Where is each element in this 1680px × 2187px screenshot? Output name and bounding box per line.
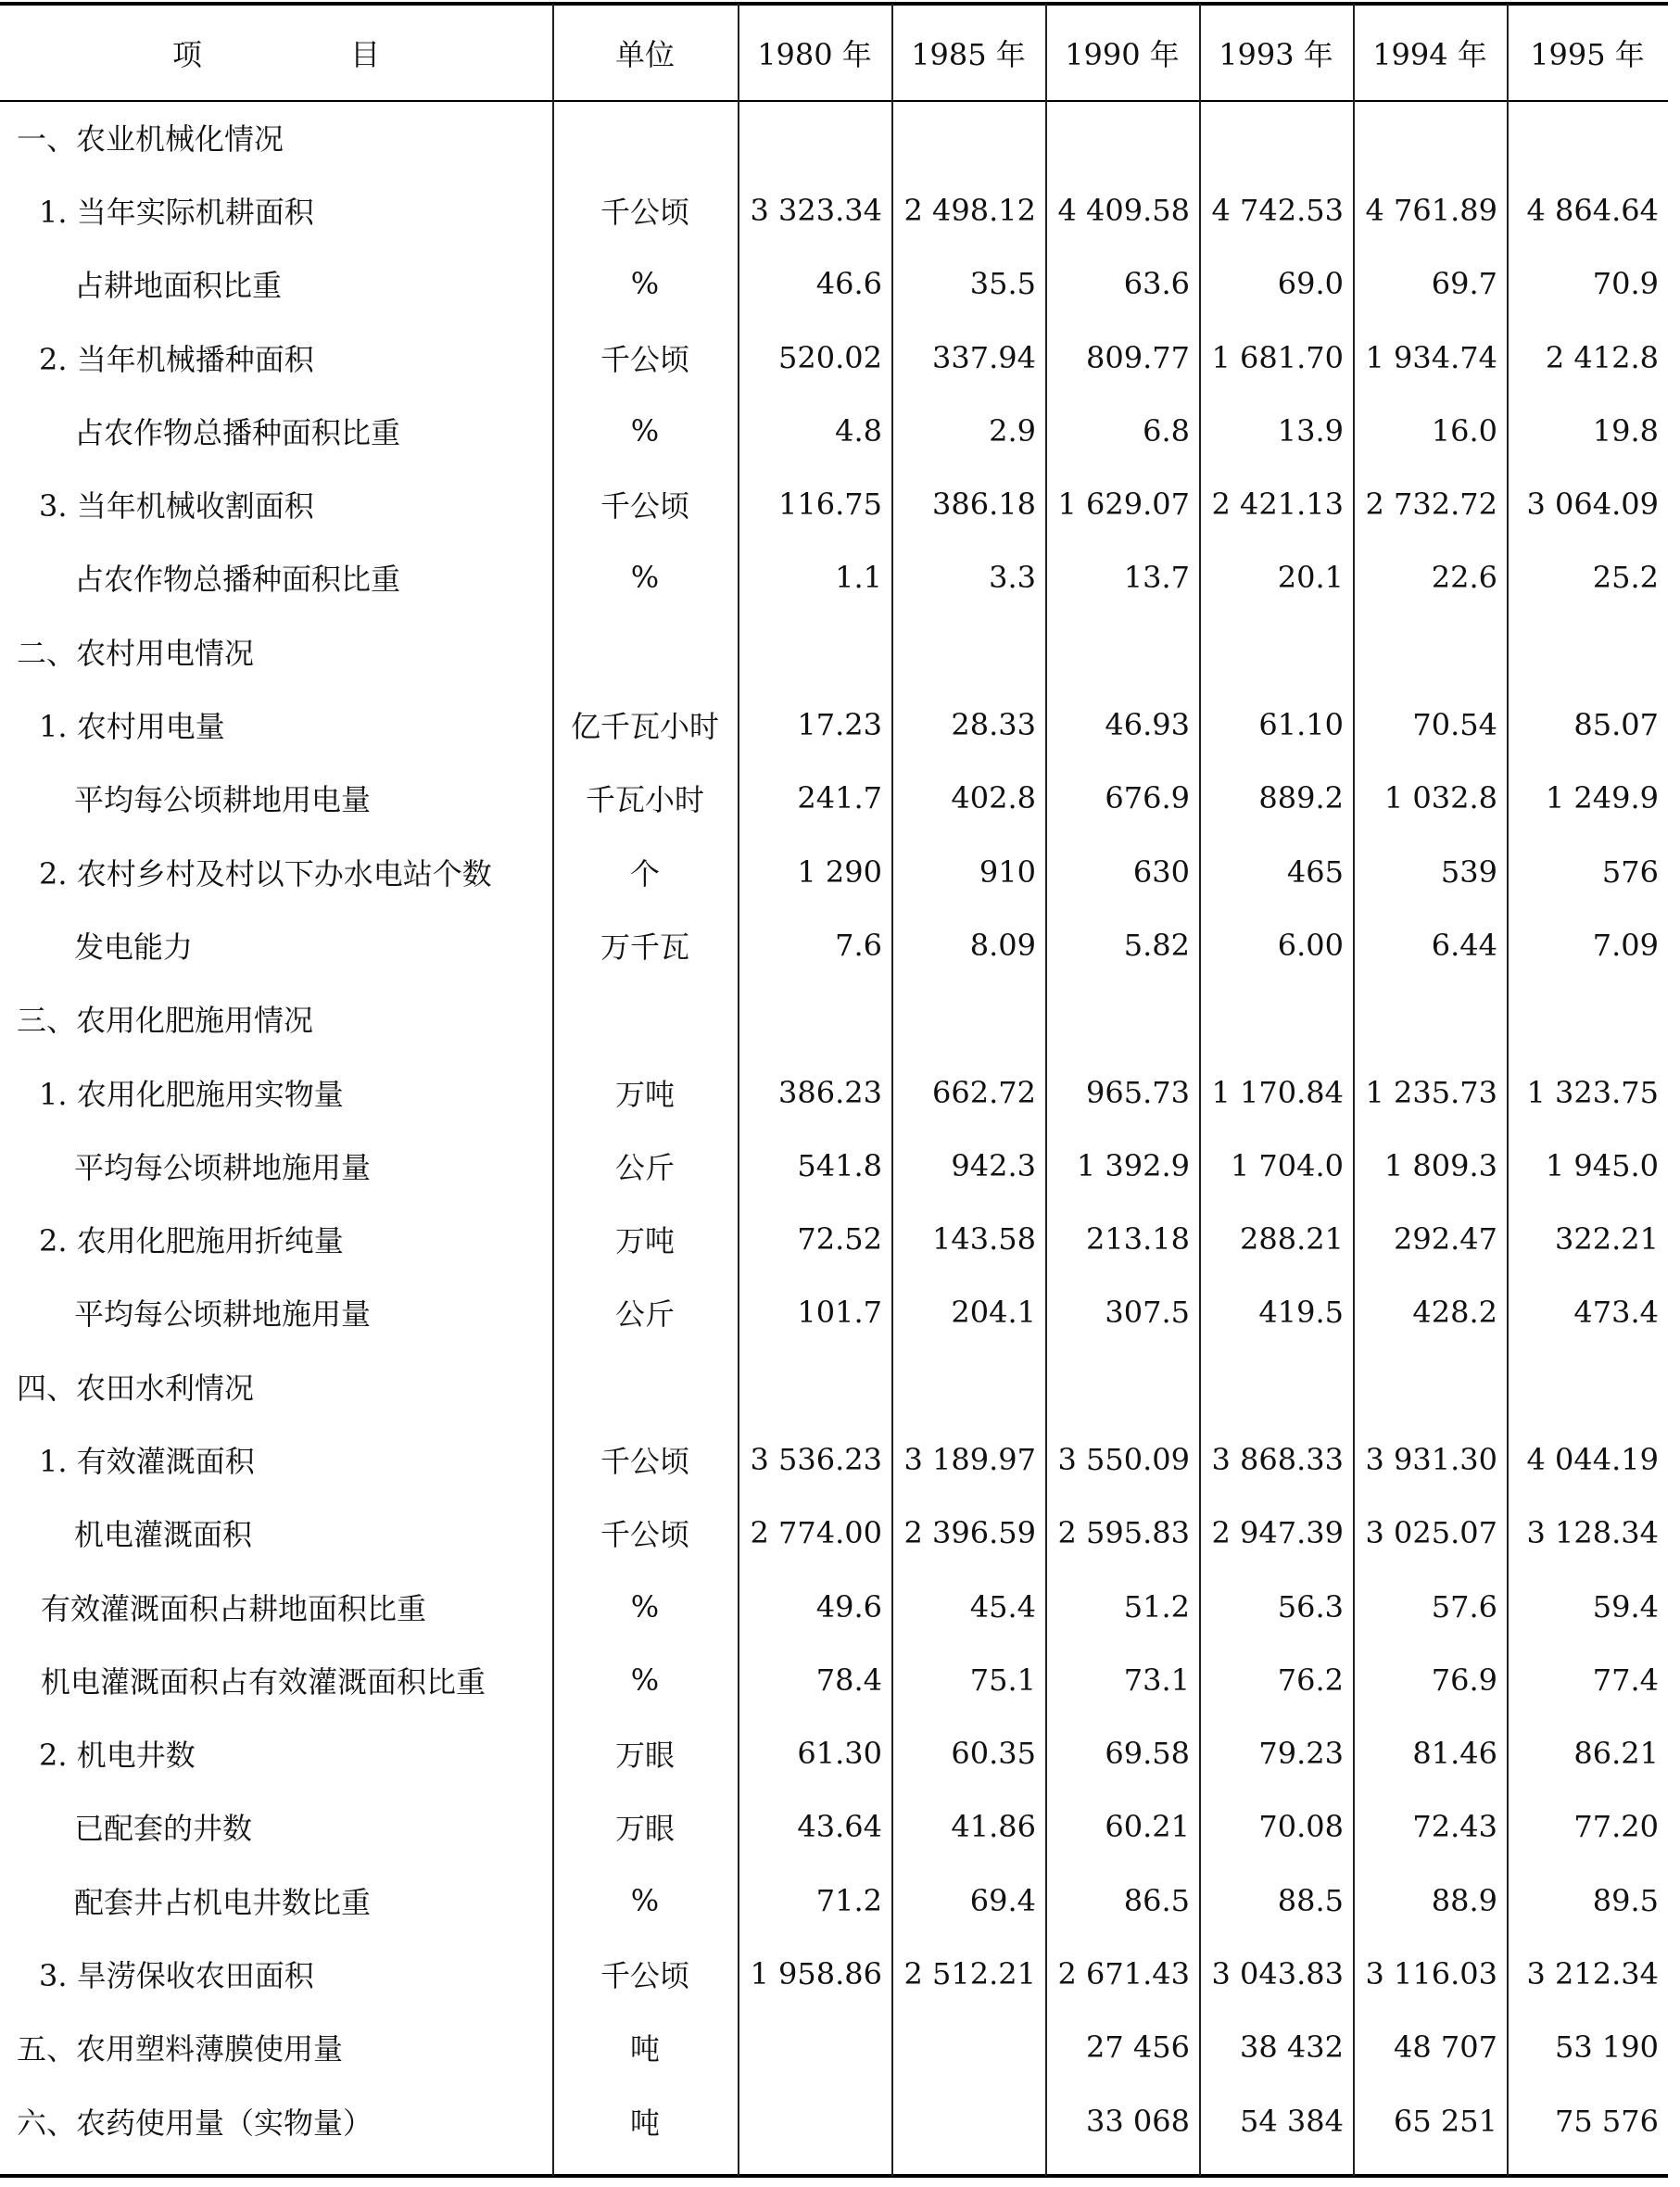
row-value — [1199, 1349, 1353, 1422]
row-value: 71.2 — [815, 1882, 882, 1918]
table-row — [0, 1790, 1668, 1864]
row-value: 25.2 — [1592, 560, 1659, 596]
row-value: 541.8 — [797, 1147, 882, 1183]
row-value: 79.23 — [1258, 1736, 1344, 1772]
table-row — [0, 1056, 1668, 1129]
table-row — [0, 835, 1668, 908]
row-value: 69.7 — [1431, 266, 1497, 302]
row-value: 33 068 — [1086, 2103, 1190, 2139]
row-unit: 千公顷 — [600, 1443, 689, 1479]
row-item-label: 占农作物总播种面积比重 — [74, 414, 401, 450]
table-row — [0, 173, 1668, 247]
row-value: 13.7 — [1123, 560, 1190, 596]
row-value: 45.4 — [969, 1588, 1036, 1624]
row-value: 116.75 — [778, 487, 882, 523]
row-value: 520.02 — [778, 339, 882, 375]
table-row — [0, 982, 1668, 1056]
table-row — [0, 321, 1668, 394]
row-unit — [552, 100, 738, 173]
row-value: 1 290 — [797, 853, 882, 890]
row-item-label: 1. 农用化肥施用实物量 — [39, 1076, 344, 1112]
row-unit: 亿千瓦小时 — [570, 709, 719, 745]
row-value: 1 235.73 — [1365, 1074, 1497, 1110]
row-value — [738, 2011, 891, 2084]
row-value — [738, 614, 891, 688]
row-unit: % — [630, 1882, 660, 1918]
row-value: 1 323.75 — [1526, 1074, 1659, 1110]
row-item-label: 3. 旱涝保收农田面积 — [39, 1958, 314, 1994]
row-value: 75.1 — [969, 1662, 1036, 1698]
row-value — [891, 614, 1045, 688]
row-value: 54 384 — [1240, 2103, 1344, 2139]
row-value: 81.46 — [1412, 1736, 1497, 1772]
row-value: 3 189.97 — [903, 1441, 1036, 1477]
row-value: 89.5 — [1592, 1882, 1659, 1918]
row-value — [1045, 1349, 1199, 1422]
table-row — [0, 1349, 1668, 1422]
row-item-label: 1. 当年实际机耕面积 — [39, 194, 314, 230]
row-value: 419.5 — [1258, 1295, 1344, 1331]
row-value: 6.00 — [1277, 927, 1344, 963]
row-value: 2 671.43 — [1057, 1956, 1190, 1992]
row-item-label: 六、农药使用量（实物量） — [17, 2105, 373, 2141]
row-unit: % — [630, 560, 660, 596]
row-item-label: 1. 有效灌溉面积 — [39, 1443, 255, 1479]
row-value: 322.21 — [1555, 1221, 1659, 1258]
table-row — [0, 467, 1668, 540]
row-unit: % — [630, 412, 660, 449]
row-unit — [552, 982, 738, 1056]
row-value — [1353, 100, 1507, 173]
row-item-label: 2. 农用化肥施用折纯量 — [39, 1223, 344, 1259]
table-row — [0, 100, 1668, 173]
row-value: 3 550.09 — [1057, 1441, 1190, 1477]
row-value: 3 043.83 — [1211, 1956, 1344, 1992]
row-unit: 万眼 — [614, 1811, 675, 1847]
row-value — [1507, 982, 1668, 1056]
row-value — [1045, 982, 1199, 1056]
row-value: 57.6 — [1431, 1588, 1497, 1624]
row-value — [1507, 100, 1668, 173]
row-unit: 千公顷 — [600, 1958, 689, 1994]
row-value: 7.09 — [1592, 927, 1659, 963]
row-value: 60.35 — [951, 1736, 1036, 1772]
row-unit: 千瓦小时 — [585, 782, 704, 818]
row-value: 2 421.13 — [1211, 487, 1344, 523]
row-value: 59.4 — [1592, 1588, 1659, 1624]
row-value — [738, 100, 891, 173]
row-value: 4.8 — [835, 412, 882, 449]
row-value: 70.9 — [1592, 266, 1659, 302]
row-value — [891, 982, 1045, 1056]
row-value: 13.9 — [1277, 412, 1344, 449]
row-value: 4 409.58 — [1057, 192, 1190, 228]
row-value: 48 707 — [1394, 2029, 1497, 2066]
table-row — [0, 908, 1668, 981]
row-value: 1 704.0 — [1230, 1147, 1344, 1183]
row-value: 86.21 — [1573, 1736, 1659, 1772]
table-body — [0, 100, 1668, 2157]
row-value: 4 742.53 — [1211, 192, 1344, 228]
row-unit: 千公顷 — [600, 488, 689, 525]
row-value: 61.30 — [797, 1736, 882, 1772]
row-value: 77.4 — [1592, 1662, 1659, 1698]
row-value: 2 396.59 — [903, 1515, 1036, 1551]
row-unit: 吨 — [629, 2031, 660, 2067]
header-row — [0, 6, 1668, 100]
row-value: 61.10 — [1258, 707, 1344, 743]
row-value: 46.93 — [1105, 707, 1190, 743]
row-unit: 公斤 — [614, 1296, 675, 1333]
row-value: 942.3 — [951, 1147, 1036, 1183]
row-value — [1199, 614, 1353, 688]
row-unit: 万吨 — [614, 1076, 675, 1112]
table-row — [0, 541, 1668, 614]
table-row — [0, 1937, 1668, 2010]
row-value: 1 934.74 — [1365, 339, 1497, 375]
row-value: 288.21 — [1240, 1221, 1344, 1258]
row-item-label: 一、农业机械化情况 — [17, 120, 284, 157]
row-item-label: 2. 农村乡村及村以下办水电站个数 — [39, 855, 492, 891]
row-item-label: 已配套的井数 — [74, 1811, 253, 1847]
row-value: 69.0 — [1277, 266, 1344, 302]
row-value — [1353, 614, 1507, 688]
row-item-label: 1. 农村用电量 — [39, 709, 225, 745]
row-item-label: 有效灌溉面积占耕地面积比重 — [41, 1590, 427, 1626]
row-value: 46.6 — [815, 266, 882, 302]
row-value: 3 868.33 — [1211, 1441, 1344, 1477]
row-value: 2 512.21 — [903, 1956, 1036, 1992]
row-value: 5.82 — [1123, 927, 1190, 963]
row-value — [891, 2011, 1045, 2084]
row-value — [738, 2084, 891, 2157]
header-year: 1990 年 — [1065, 37, 1180, 72]
row-value: 465 — [1286, 853, 1344, 890]
row-value: 428.2 — [1412, 1295, 1497, 1331]
row-value — [738, 982, 891, 1056]
row-value: 72.52 — [797, 1221, 882, 1258]
table-row — [0, 614, 1668, 688]
row-value: 1 392.9 — [1076, 1147, 1190, 1183]
row-value: 76.2 — [1277, 1662, 1344, 1698]
row-unit: 千公顷 — [600, 341, 689, 377]
row-unit — [552, 1349, 738, 1422]
row-value: 86.5 — [1123, 1882, 1190, 1918]
header-year: 1995 年 — [1530, 37, 1645, 72]
row-value: 2 774.00 — [750, 1515, 882, 1551]
row-value: 20.1 — [1277, 560, 1344, 596]
row-value: 910 — [979, 853, 1036, 890]
row-value: 35.5 — [969, 266, 1036, 302]
row-value: 213.18 — [1086, 1221, 1190, 1258]
row-unit: % — [630, 1588, 660, 1624]
row-unit: 万吨 — [614, 1223, 675, 1259]
row-value: 1.1 — [835, 560, 882, 596]
row-value: 2 412.8 — [1545, 339, 1659, 375]
row-value: 2 595.83 — [1057, 1515, 1190, 1551]
row-unit: 千公顷 — [600, 194, 689, 230]
table-row — [0, 1864, 1668, 1937]
row-item-label: 3. 当年机械收割面积 — [39, 488, 314, 525]
header-year: 1993 年 — [1219, 37, 1333, 72]
row-value: 1 681.70 — [1211, 339, 1344, 375]
row-value: 6.8 — [1143, 412, 1190, 449]
row-value: 17.23 — [797, 707, 882, 743]
row-value: 1 945.0 — [1545, 1147, 1659, 1183]
row-value: 337.94 — [932, 339, 1036, 375]
row-value: 7.6 — [835, 927, 882, 963]
agriculture-statistics-table — [0, 6, 1668, 2157]
row-item-label: 平均每公顷耕地施用量 — [74, 1149, 372, 1185]
row-value: 73.1 — [1123, 1662, 1190, 1698]
row-value: 101.7 — [797, 1295, 882, 1331]
header-item: 项 目 — [171, 37, 380, 72]
table-row — [0, 762, 1668, 835]
row-value: 16.0 — [1431, 412, 1497, 449]
row-value: 402.8 — [951, 780, 1036, 816]
row-value: 3 128.34 — [1526, 1515, 1659, 1551]
row-value: 4 761.89 — [1365, 192, 1497, 228]
row-value — [891, 100, 1045, 173]
row-value: 1 032.8 — [1383, 780, 1497, 816]
row-item-label: 平均每公顷耕地用电量 — [74, 782, 372, 818]
row-unit: 万眼 — [614, 1738, 675, 1774]
row-value: 53 190 — [1555, 2029, 1659, 2066]
row-value: 63.6 — [1123, 266, 1190, 302]
table-row — [0, 2011, 1668, 2084]
row-value: 85.07 — [1573, 707, 1659, 743]
row-value — [891, 2084, 1045, 2157]
row-value: 2 732.72 — [1365, 487, 1497, 523]
row-value — [891, 1349, 1045, 1422]
row-value: 809.77 — [1086, 339, 1190, 375]
header-year: 1994 年 — [1372, 37, 1487, 72]
row-unit: 公斤 — [614, 1149, 675, 1185]
row-value: 241.7 — [797, 780, 882, 816]
row-item-label: 占耕地面积比重 — [74, 268, 283, 304]
row-value — [1507, 614, 1668, 688]
row-value: 3 116.03 — [1365, 1956, 1497, 1992]
table-row — [0, 1422, 1668, 1496]
row-item-label: 占农作物总播种面积比重 — [74, 562, 401, 598]
row-item-label: 二、农村用电情况 — [17, 635, 255, 671]
table-row — [0, 1202, 1668, 1275]
row-value — [1353, 982, 1507, 1056]
row-value: 60.21 — [1105, 1809, 1190, 1845]
row-value: 38 432 — [1240, 2029, 1344, 2066]
row-value: 307.5 — [1105, 1295, 1190, 1331]
row-value — [1045, 614, 1199, 688]
row-value: 69.4 — [969, 1882, 1036, 1918]
row-value: 65 251 — [1394, 2103, 1497, 2139]
row-value: 1 809.3 — [1383, 1147, 1497, 1183]
row-unit: 万千瓦 — [600, 929, 689, 965]
row-value: 2 947.39 — [1211, 1515, 1344, 1551]
header-year: 1985 年 — [911, 37, 1026, 72]
row-value: 386.18 — [932, 487, 1036, 523]
row-item-label: 五、农用塑料薄膜使用量 — [17, 2031, 344, 2067]
table-row — [0, 2084, 1668, 2157]
row-value: 69.58 — [1105, 1736, 1190, 1772]
row-item-label: 配套井占机电井数比重 — [74, 1884, 372, 1920]
row-item-label: 三、农用化肥施用情况 — [17, 1003, 314, 1039]
row-unit: 吨 — [629, 2105, 660, 2141]
table-row — [0, 1276, 1668, 1349]
row-value: 630 — [1132, 853, 1190, 890]
row-value: 41.86 — [951, 1809, 1036, 1845]
row-value: 75 576 — [1555, 2103, 1659, 2139]
header-year: 1980 年 — [757, 37, 872, 72]
row-value: 3 025.07 — [1365, 1515, 1497, 1551]
row-value: 4 864.64 — [1526, 192, 1659, 228]
row-value: 539 — [1440, 853, 1497, 890]
row-value: 473.4 — [1573, 1295, 1659, 1331]
row-item-label: 平均每公顷耕地施用量 — [74, 1296, 372, 1333]
row-value: 1 170.84 — [1211, 1074, 1344, 1110]
row-unit — [552, 614, 738, 688]
row-value: 676.9 — [1105, 780, 1190, 816]
row-value: 2.9 — [989, 412, 1036, 449]
row-value: 4 044.19 — [1526, 1441, 1659, 1477]
row-value: 76.9 — [1431, 1662, 1497, 1698]
row-value: 49.6 — [815, 1588, 882, 1624]
row-value: 576 — [1601, 853, 1659, 890]
row-value: 292.47 — [1394, 1221, 1497, 1258]
row-value: 88.9 — [1431, 1882, 1497, 1918]
row-value: 51.2 — [1123, 1588, 1190, 1624]
table-row — [0, 1129, 1668, 1202]
row-value: 3 536.23 — [750, 1441, 882, 1477]
row-unit: % — [630, 266, 660, 302]
row-value: 3.3 — [989, 560, 1036, 596]
row-item-label: 机电灌溉面积占有效灌溉面积比重 — [41, 1663, 486, 1700]
row-item-label: 2. 机电井数 — [39, 1738, 196, 1774]
row-value: 72.43 — [1412, 1809, 1497, 1845]
header-unit: 单位 — [614, 37, 675, 72]
row-value: 43.64 — [797, 1809, 882, 1845]
row-value: 3 931.30 — [1365, 1441, 1497, 1477]
row-value: 3 323.34 — [750, 192, 882, 228]
table-row — [0, 1570, 1668, 1643]
row-value: 77.20 — [1573, 1809, 1659, 1845]
table-row — [0, 247, 1668, 321]
row-value: 204.1 — [951, 1295, 1036, 1331]
row-item-label: 2. 当年机械播种面积 — [39, 341, 314, 377]
row-unit: % — [630, 1662, 660, 1698]
row-unit: 个 — [629, 855, 660, 891]
row-item-label: 四、农田水利情况 — [17, 1370, 255, 1406]
row-value: 22.6 — [1431, 560, 1497, 596]
row-value: 3 212.34 — [1526, 1956, 1659, 1992]
row-value: 386.23 — [778, 1074, 882, 1110]
row-value: 78.4 — [815, 1662, 882, 1698]
row-unit: 千公顷 — [600, 1517, 689, 1553]
row-value: 6.44 — [1431, 927, 1497, 963]
row-value: 965.73 — [1086, 1074, 1190, 1110]
row-value: 27 456 — [1086, 2029, 1190, 2066]
table-row — [0, 1643, 1668, 1716]
row-item-label: 发电能力 — [74, 929, 194, 965]
row-value: 662.72 — [932, 1074, 1036, 1110]
row-value: 70.54 — [1412, 707, 1497, 743]
row-value: 143.58 — [932, 1221, 1036, 1258]
table-row — [0, 1717, 1668, 1790]
row-value — [1353, 1349, 1507, 1422]
bottom-rule — [0, 2174, 1668, 2178]
row-value: 19.8 — [1592, 412, 1659, 449]
row-value: 56.3 — [1277, 1588, 1344, 1624]
table-row — [0, 1497, 1668, 1570]
row-value: 1 629.07 — [1057, 487, 1190, 523]
table-row — [0, 688, 1668, 761]
row-value — [738, 1349, 891, 1422]
row-value — [1199, 100, 1353, 173]
row-value: 889.2 — [1258, 780, 1344, 816]
row-value — [1199, 982, 1353, 1056]
row-value: 28.33 — [951, 707, 1036, 743]
row-value: 3 064.09 — [1526, 487, 1659, 523]
table-row — [0, 394, 1668, 467]
row-value: 1 249.9 — [1545, 780, 1659, 816]
row-value — [1045, 100, 1199, 173]
row-value: 2 498.12 — [903, 192, 1036, 228]
row-value: 8.09 — [969, 927, 1036, 963]
row-value: 1 958.86 — [750, 1956, 882, 1992]
row-value: 88.5 — [1277, 1882, 1344, 1918]
row-item-label: 机电灌溉面积 — [74, 1517, 253, 1553]
row-value — [1507, 1349, 1668, 1422]
row-value: 70.08 — [1258, 1809, 1344, 1845]
